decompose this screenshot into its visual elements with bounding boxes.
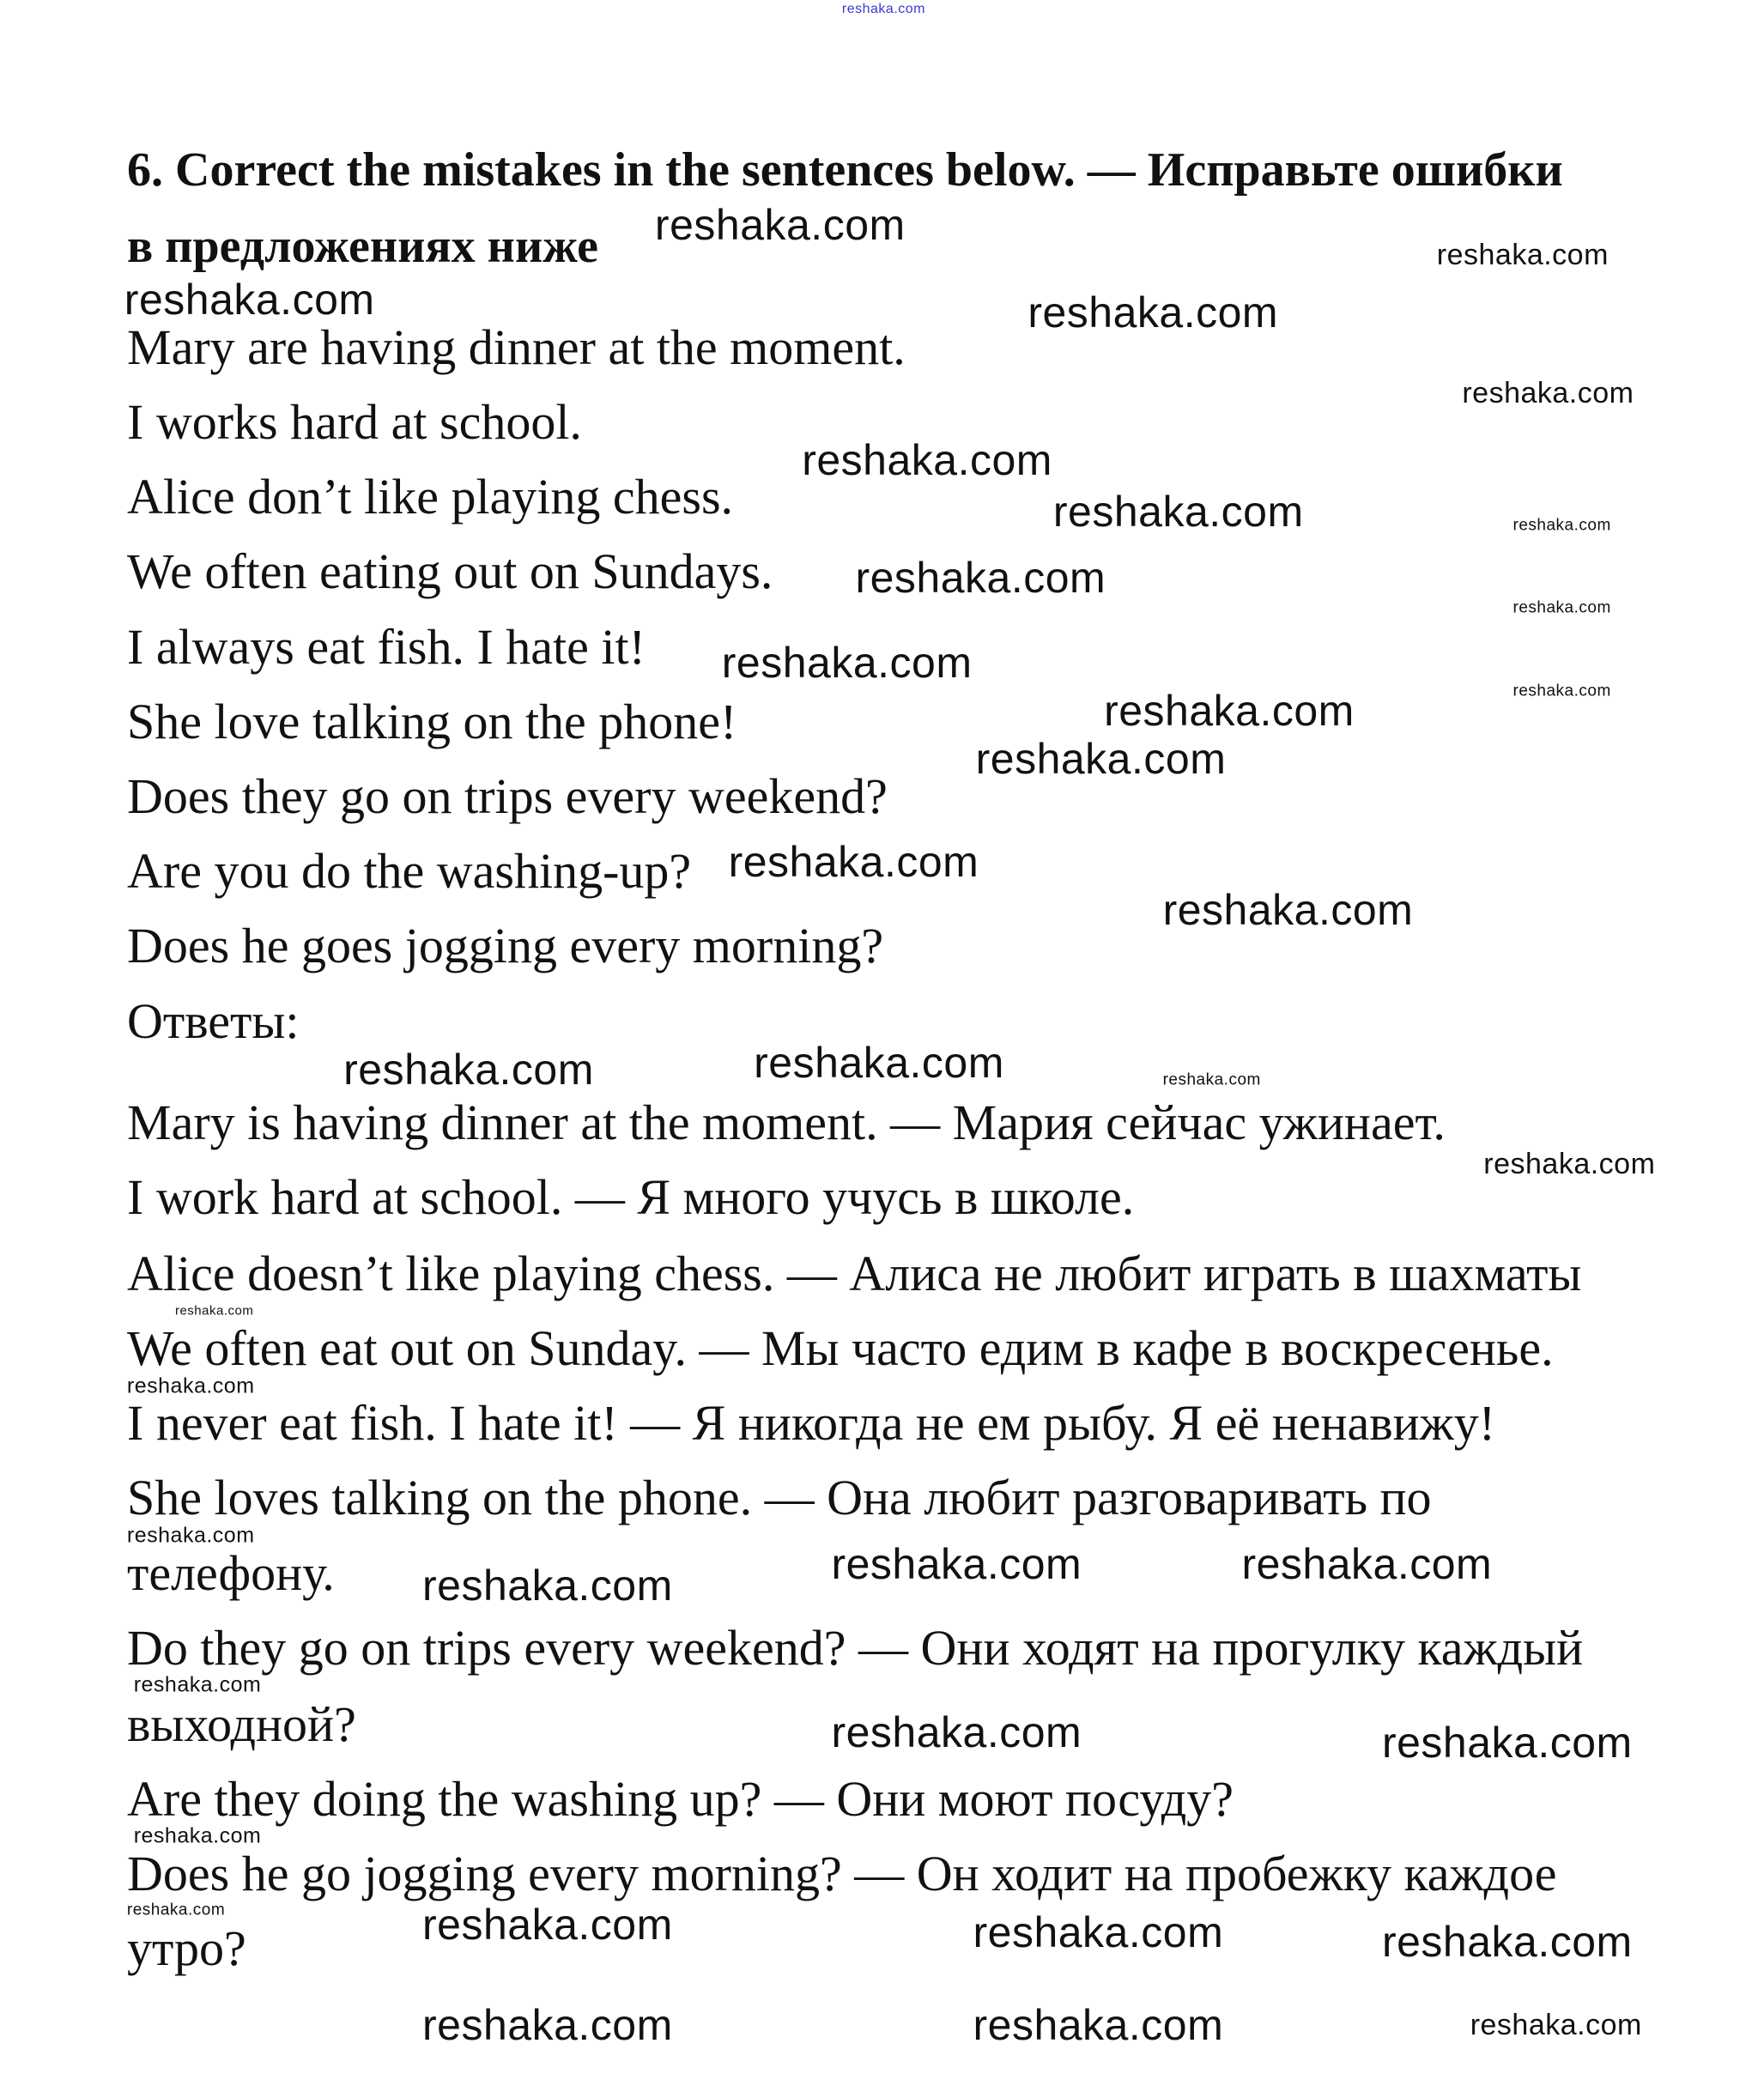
watermark: reshaka.com [975,735,1227,784]
watermark: reshaka.com [654,200,906,249]
exercise-heading-line2: в предложениях ниже [127,220,598,273]
watermark: reshaka.com [343,1045,594,1094]
watermark: reshaka.com [1462,376,1634,409]
exercise-heading-line1: 6. Correct the mistakes in the sentences below. — Исправьте ошибки [127,143,1563,197]
watermark: reshaka.com [422,2000,673,2049]
answer-line: выходной? [127,1695,356,1752]
answer-line: Alice doesn’t like playing chess. — Алиса не любит играть в шахматы [127,1245,1582,1301]
exercise-sentence: Does they go on trips every weekend? [127,767,888,824]
watermark: reshaka.com [831,1539,1082,1588]
watermark: reshaka.com [174,1303,254,1319]
watermark: reshaka.com [126,1373,255,1398]
watermark: reshaka.com [133,1672,262,1697]
answer-line: Are they doing the washing up? — Они моют посуду? [127,1770,1234,1827]
watermark: reshaka.com [1483,1148,1656,1181]
answer-line: We often eat out on Sunday. — Мы часто едим в кафе в воскресенье. [127,1320,1554,1376]
exercise-sentence: I works hard at school. [127,394,582,450]
watermark: reshaka.com [133,1823,262,1848]
watermark: reshaka.com [973,1908,1224,1957]
watermark: reshaka.com [1052,488,1304,537]
watermark: reshaka.com [422,1901,673,1950]
watermark: reshaka.com [126,1901,226,1919]
answer-line: I work hard at school. — Я много учусь в школе. [127,1169,1135,1226]
exercise-sentence: She love talking on the phone! [127,693,737,749]
answers-label: Ответы: [127,993,300,1049]
watermark: reshaka.com [855,553,1106,602]
watermark: reshaka.com [124,275,375,324]
watermark: reshaka.com [1162,886,1414,935]
exercise-sentence: I always eat fish. I hate it! [127,618,646,675]
watermark: reshaka.com [126,1523,255,1548]
watermark: reshaka.com [728,838,979,887]
exercise-sentence: Alice don’t like playing chess. [127,469,734,525]
watermark: reshaka.com [1436,239,1609,272]
watermark: reshaka.com [1512,516,1611,535]
answer-line: Do they go on trips every weekend? — Они ходят на прогулку каждый [127,1619,1584,1676]
answer-line: телефону. [127,1544,335,1601]
watermark: reshaka.com [1512,682,1611,700]
watermark: reshaka.com [831,1707,1082,1756]
answer-line: I never eat fish. I hate it! — Я никогда не ем рыбу. Я её ненавижу! [127,1395,1496,1452]
exercise-sentence: Does he goes jogging every morning? [127,918,884,974]
exercise-sentence: Are you do the washing-up? [127,843,692,900]
answer-line: утро? [127,1920,246,1977]
exercise-sentence: Mary are having dinner at the moment. [127,318,906,375]
watermark: reshaka.com [1381,1918,1633,1967]
answer-line: She loves talking on the phone. — Она любит разговаривать по [127,1470,1432,1526]
answer-line: Does he go jogging every morning? — Он ходит на пробежку каждое [127,1845,1557,1901]
watermark: reshaka.com [422,1561,673,1610]
watermark: reshaka.com [1104,687,1355,736]
watermark: reshaka.com [841,1,925,16]
watermark: reshaka.com [1381,1719,1633,1768]
watermark: reshaka.com [1241,1539,1493,1588]
watermark: reshaka.com [754,1038,1004,1087]
watermark: reshaka.com [1027,288,1279,337]
watermark: reshaka.com [1470,2008,1642,2041]
exercise-sentence: We often eating out on Sundays. [127,543,773,600]
watermark: reshaka.com [973,2000,1224,2049]
watermark: reshaka.com [802,435,1052,484]
answer-line: Mary is having dinner at the moment. — Мария сейчас ужинает. [127,1094,1446,1150]
watermark: reshaka.com [721,639,973,688]
watermark: reshaka.com [1162,1070,1261,1089]
watermark: reshaka.com [1512,598,1611,617]
